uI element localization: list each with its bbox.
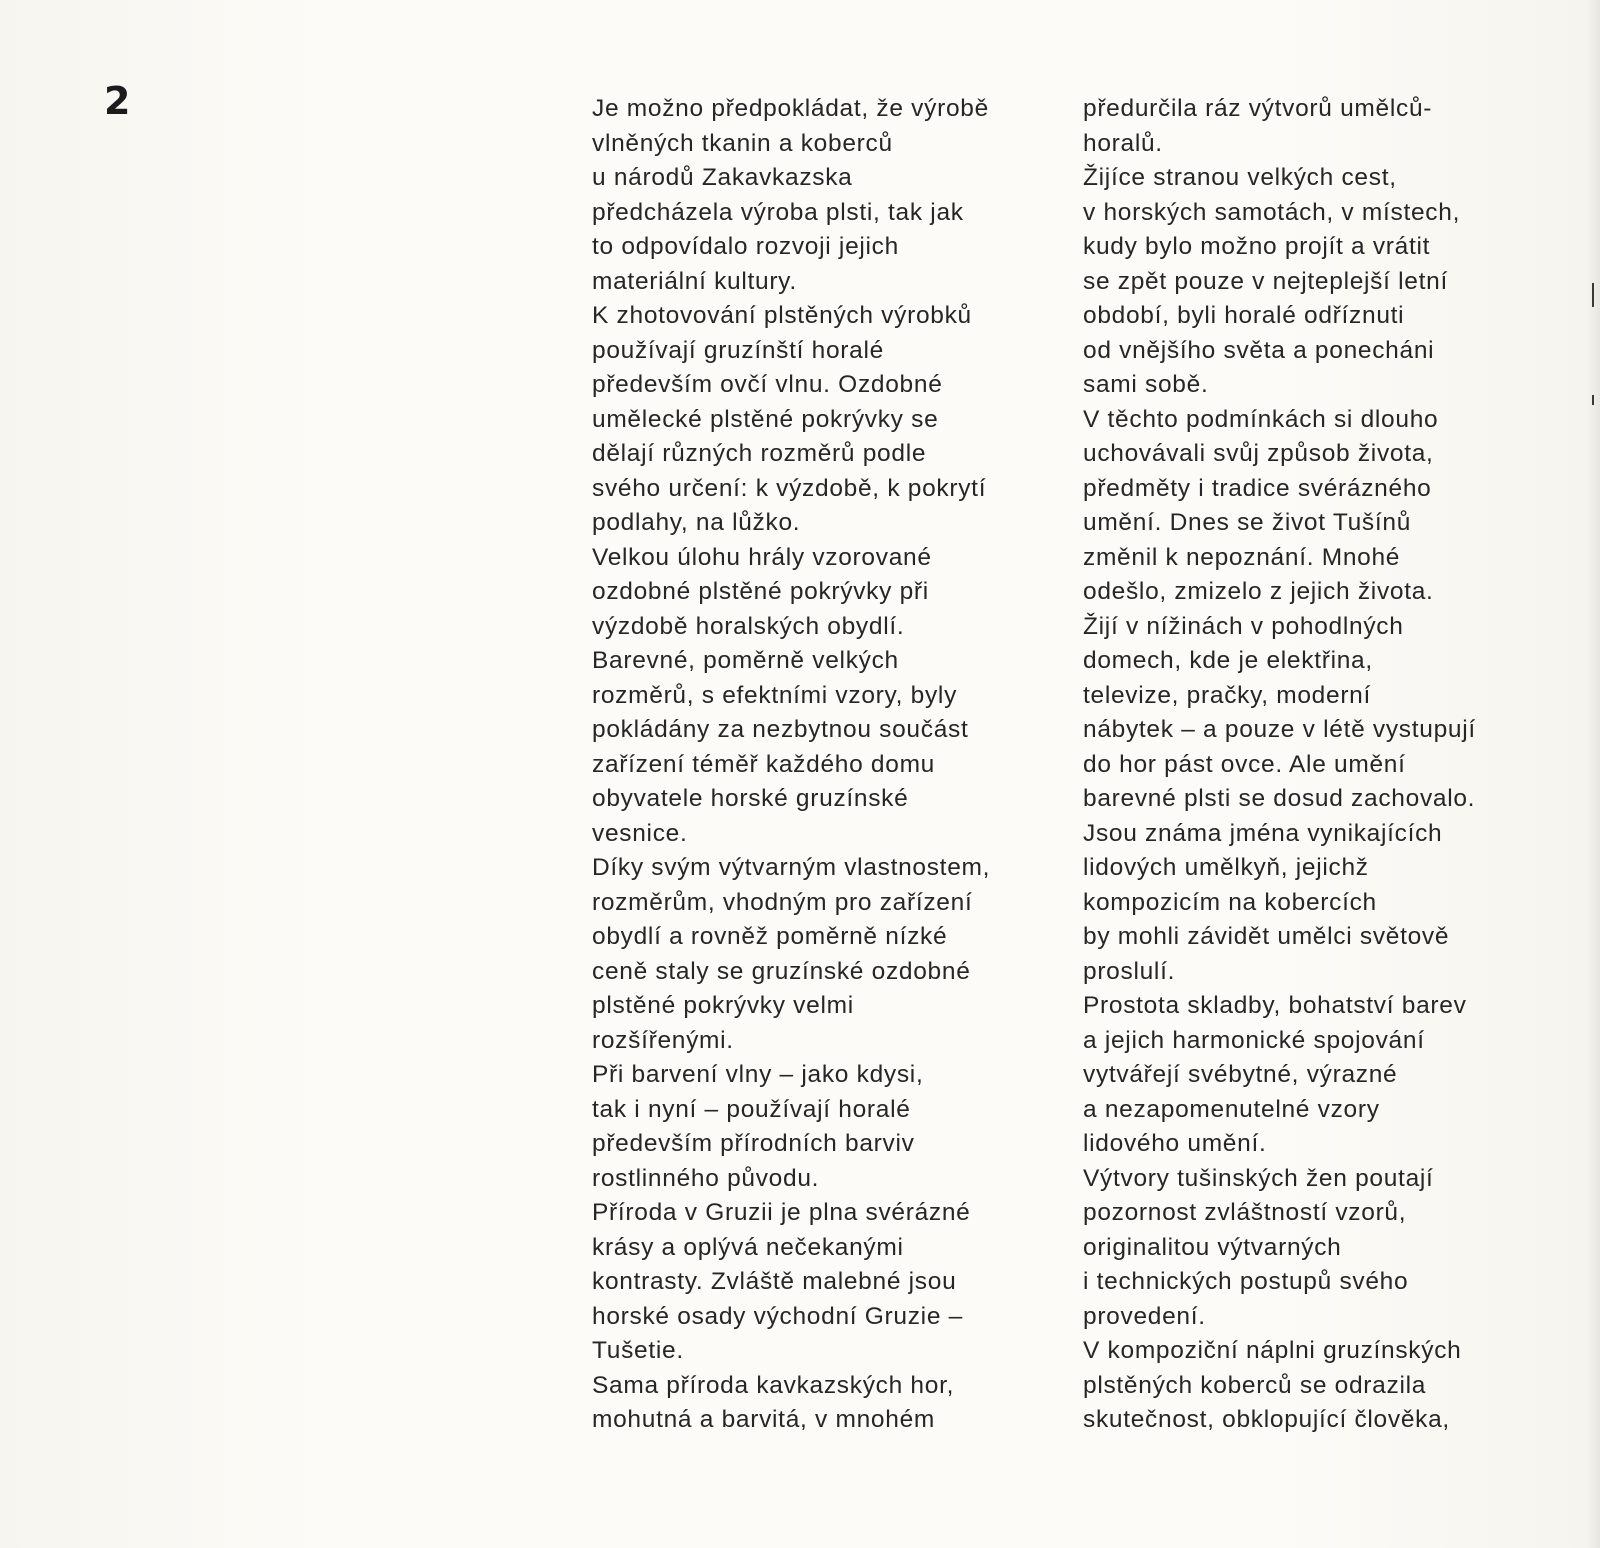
text-line: K zhotovování plstěných výrobků <box>592 302 972 329</box>
text-line: u národů Zakavkazska <box>592 164 853 191</box>
paragraph <box>592 1058 1052 1196</box>
text-column-left <box>592 92 1052 1438</box>
text-line: Tušetie. <box>592 1337 684 1364</box>
text-line: kontrasty. Zvláště malebné jsou <box>592 1268 957 1295</box>
text-line: rozšířenými. <box>592 1026 734 1054</box>
text-line: do hor pást ovce. Ale umění <box>1083 750 1406 778</box>
text-line: vytvářejí svébytné, výrazné <box>1083 1061 1398 1088</box>
paragraph <box>1083 989 1553 1162</box>
text-line: materiální kultury. <box>592 267 797 295</box>
text-line: předurčila ráz výtvorů umělců- <box>1083 95 1433 122</box>
text-line: uchovávali svůj způsob života, <box>1083 440 1434 467</box>
text-line: V těchto podmínkách si dlouho <box>1083 405 1439 433</box>
text-line: umělecké plstěné pokrývky se <box>592 405 939 433</box>
text-line: domech, kde je elektřina, <box>1083 647 1373 674</box>
text-line: by mohli závidět umělci světově <box>1083 923 1450 950</box>
paragraph <box>592 851 1052 1058</box>
text-line: ozdobné plstěné pokrývky při <box>592 578 929 605</box>
text-line: kudy bylo možno projít a vrátit <box>1083 233 1431 260</box>
text-line: krásy a oplývá nečekanými <box>592 1233 904 1261</box>
text-line: výzdobě horalských obydlí. <box>592 612 905 640</box>
page-edge-shadow <box>1586 0 1600 1548</box>
text-line: dělají různých rozměrů podle <box>592 440 927 467</box>
text-line: svého určení: k výzdobě, k pokrytí <box>592 474 987 502</box>
text-line: změnil k nepoznání. Mnohé <box>1083 543 1401 571</box>
text-line: podlahy, na lůžko. <box>592 509 801 536</box>
text-line: obyvatele horské gruzínské <box>592 785 909 812</box>
text-line: Jsou známa jména vynikajících <box>1083 819 1443 847</box>
text-line: obydlí a rovněž poměrně nízké <box>592 923 948 950</box>
paragraph <box>1083 1334 1553 1438</box>
text-line: televize, pračky, moderní <box>1083 681 1372 709</box>
text-line: nábytek – a pouze v létě vystupují <box>1083 716 1476 743</box>
paragraph <box>592 541 1052 852</box>
text-line: v horských samotách, v místech, <box>1083 198 1461 226</box>
page-number: 2 <box>104 79 131 123</box>
text-line: období, byli horalé odříznuti <box>1083 302 1405 329</box>
text-line: lidových umělkyň, jejichž <box>1083 854 1369 881</box>
text-line: rostlinného původu. <box>592 1164 820 1192</box>
text-line: i technických postupů svého <box>1083 1268 1409 1295</box>
text-line: pozornost zvláštností vzorů, <box>1083 1199 1407 1226</box>
paragraph <box>592 1196 1052 1369</box>
text-line: a jejich harmonické spojování <box>1083 1026 1425 1054</box>
paragraph <box>592 92 1052 299</box>
text-line: horalů. <box>1083 129 1163 157</box>
text-line: se zpět pouze v nejteplejší letní <box>1083 267 1448 295</box>
text-line: rozměrům, vhodným pro zařízení <box>592 888 973 916</box>
paragraph <box>1083 403 1553 990</box>
text-line: a nezapomenutelné vzory <box>1083 1095 1380 1123</box>
paragraph <box>1083 161 1553 403</box>
text-line: Barevné, poměrně velkých <box>592 647 899 674</box>
text-line: proslulí. <box>1083 957 1176 985</box>
text-line: předměty i tradice svérázného <box>1083 474 1432 502</box>
text-line: předcházela výroba plsti, tak jak <box>592 198 964 226</box>
text-line: barevné plsti se dosud zachovalo. <box>1083 785 1476 812</box>
page-edge-mark <box>1592 395 1594 405</box>
text-line: pokládány za nezbytnou součást <box>592 716 969 743</box>
text-column-right <box>1083 92 1553 1438</box>
paragraph <box>1083 92 1553 161</box>
text-line: horské osady východní Gruzie – <box>592 1302 963 1330</box>
text-line: umění. Dnes se život Tušínů <box>1083 509 1412 536</box>
text-line: Žijí v nížinách v pohodlných <box>1083 612 1404 640</box>
paragraph <box>1083 1162 1553 1335</box>
text-line: originalitou výtvarných <box>1083 1233 1342 1261</box>
text-line: Příroda v Gruzii je plna svérázné <box>592 1199 971 1226</box>
text-line: lidového umění. <box>1083 1130 1267 1157</box>
text-line: provedení. <box>1083 1302 1206 1330</box>
text-line: především přírodních barviv <box>592 1130 915 1157</box>
text-line: tak i nyní – používají horalé <box>592 1095 911 1123</box>
text-line: to odpovídalo rozvoji jejich <box>592 233 899 260</box>
text-line: především ovčí vlnu. Ozdobné <box>592 371 943 398</box>
page-edge-mark <box>1592 283 1594 307</box>
text-line: ceně staly se gruzínské ozdobné <box>592 957 971 985</box>
text-line: kompozicím na kobercích <box>1083 888 1377 916</box>
text-line: Prostota skladby, bohatství barev <box>1083 992 1467 1019</box>
paragraph <box>592 299 1052 541</box>
text-line: Velkou úlohu hrály vzorované <box>592 543 932 571</box>
text-line: mohutná a barvitá, v mnohém <box>592 1406 936 1433</box>
text-line: vlněných tkanin a koberců <box>592 129 893 157</box>
text-line: Při barvení vlny – jako kdysi, <box>592 1061 924 1088</box>
text-line: Žijíce stranou velkých cest, <box>1083 164 1397 191</box>
text-line: plstěné pokrývky velmi <box>592 992 854 1019</box>
text-line: od vnějšího světa a ponecháni <box>1083 336 1435 364</box>
text-line: Díky svým výtvarným vlastnostem, <box>592 854 991 881</box>
text-line: Sama příroda kavkazských hor, <box>592 1371 955 1399</box>
text-line: používají gruzínští horalé <box>592 336 884 364</box>
paragraph <box>592 1369 1052 1438</box>
text-line: vesnice. <box>592 819 688 847</box>
text-line: plstěných koberců se odrazila <box>1083 1371 1427 1399</box>
text-line: odešlo, zmizelo z jejich života. <box>1083 578 1434 605</box>
text-line: sami sobě. <box>1083 371 1209 398</box>
text-line: rozměrů, s efektními vzory, byly <box>592 681 958 709</box>
text-line: Výtvory tušinských žen poutají <box>1083 1164 1434 1192</box>
text-line: skutečnost, obklopující člověka, <box>1083 1406 1450 1433</box>
text-line: V kompoziční náplni gruzínských <box>1083 1337 1462 1364</box>
text-line: zařízení téměř každého domu <box>592 750 936 778</box>
text-line: Je možno předpokládat, že výrobě <box>592 95 989 122</box>
